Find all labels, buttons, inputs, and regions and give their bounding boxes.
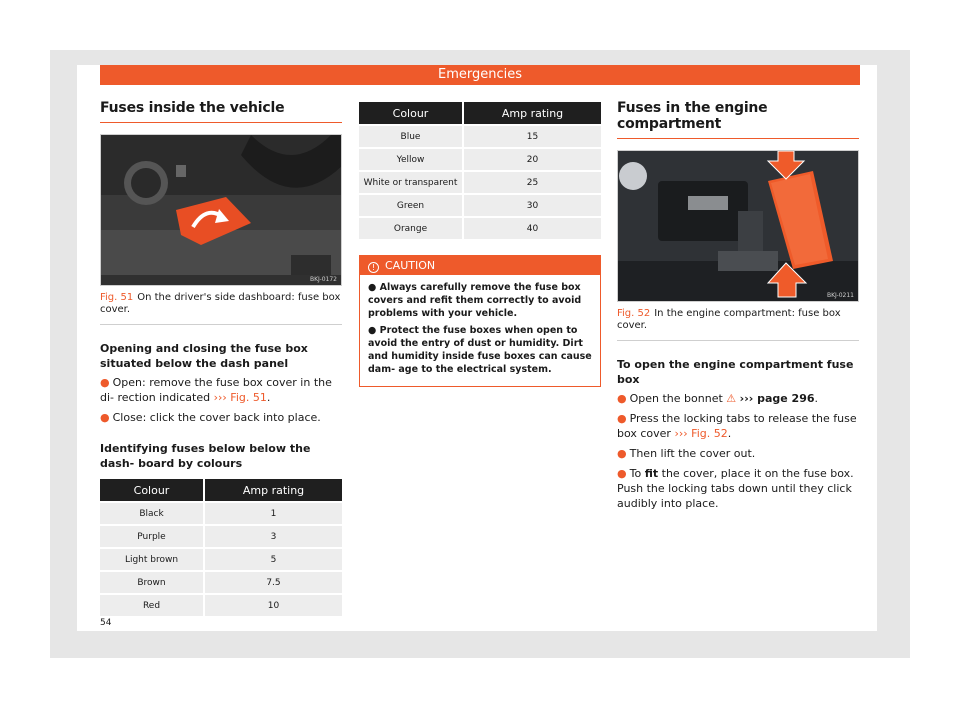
cell-amp: 40: [464, 218, 601, 239]
subheading-open-engine-fusebox: To open the engine compartment fuse box: [617, 358, 854, 386]
cell-amp: 10: [205, 595, 342, 616]
figure-label: Fig. 51: [100, 292, 134, 303]
cell-colour: Orange: [359, 218, 464, 239]
section-title-engine-fuses: Fuses in the engine compartment: [617, 100, 859, 139]
fig-51-link[interactable]: ››› Fig. 51: [213, 391, 267, 404]
column-right: [617, 100, 859, 511]
bullet-text: Press the locking tabs to release the fuse box cover: [617, 412, 857, 440]
bullet-close: [100, 410, 342, 425]
table-row: [100, 595, 342, 616]
section-title-fuses-inside: Fuses inside the vehicle: [100, 100, 342, 123]
subheading-open-close: Opening and closing the fuse box situated below the dash panel: [100, 342, 308, 370]
bullet-dot-icon: ●: [368, 325, 380, 336]
cell-amp: 20: [464, 149, 601, 170]
cell-colour: Light brown: [100, 549, 205, 570]
caution-header: [360, 256, 600, 275]
figure-caption: [100, 292, 342, 325]
bullet-dot-icon: ●: [617, 392, 627, 405]
cell-amp: 1: [205, 503, 342, 524]
cell-colour: Purple: [100, 526, 205, 547]
bullet-dot-icon: ●: [100, 376, 110, 389]
cell-colour: Yellow: [359, 149, 464, 170]
table-row: [100, 549, 342, 570]
cell-amp: 25: [464, 172, 601, 193]
bullet-lift-cover: [617, 446, 859, 461]
subheading-identify-fuses: Identifying fuses below below the dash- board by colours: [100, 442, 311, 470]
fuse-colour-table-1: [100, 477, 342, 618]
caution-title: CAUTION: [385, 259, 436, 272]
chapter-header: Emergencies: [100, 65, 860, 85]
warning-triangle-icon: ⚠: [726, 392, 737, 405]
caution-item: [368, 281, 592, 320]
table-header-amp: Amp rating: [464, 102, 601, 124]
bullet-dot-icon: ●: [617, 467, 627, 480]
column-middle: [359, 100, 601, 387]
table-row: [359, 195, 601, 216]
table-row: [359, 172, 601, 193]
photo-code: BKJ-0211: [826, 292, 854, 299]
cell-colour: Red: [100, 595, 205, 616]
photo-code: BKJ-0172: [309, 276, 337, 283]
cell-amp: 7.5: [205, 572, 342, 593]
table-row: [100, 526, 342, 547]
figure-caption: [617, 308, 859, 341]
bullet-press-tabs: [617, 411, 859, 441]
dashboard-fuse-cover-photo: [100, 134, 342, 286]
punctuation: .: [727, 427, 732, 440]
bullet-text: Open the bonnet: [629, 392, 723, 405]
bullet-open: [100, 375, 342, 405]
table-header-amp: Amp rating: [205, 479, 342, 501]
bullet-text: the cover, place it on the fuse box.: [661, 467, 854, 480]
table-row: [100, 503, 342, 524]
caution-text: Always carefully remove the fuse box covers and refit them correctly to avoid problems with your vehicle.: [368, 282, 582, 319]
bullet-text: To: [629, 467, 642, 480]
dashboard-illustration: [101, 135, 342, 286]
table-row: [100, 572, 342, 593]
figure-label: Fig. 52: [617, 308, 651, 319]
cell-colour: White or transparent: [359, 172, 464, 193]
cell-colour: Brown: [100, 572, 205, 593]
cell-colour: Green: [359, 195, 464, 216]
bullet-dot-icon: ●: [617, 412, 627, 425]
bullet-open-bonnet: [617, 391, 859, 406]
caution-body: [360, 275, 600, 386]
bullet-fit-cover: [617, 466, 859, 481]
table-row: [359, 149, 601, 170]
bullet-text: Open: remove the fuse box cover in the di- rection indicated: [100, 376, 332, 404]
page-number: 54: [100, 618, 112, 628]
punctuation: .: [266, 391, 271, 404]
cell-amp: 30: [464, 195, 601, 216]
bullet-text: Then lift the cover out.: [629, 447, 756, 460]
bold-word: fit: [644, 467, 659, 480]
bullet-text: Close: click the cover back into place.: [112, 411, 321, 424]
caution-box: [359, 255, 601, 387]
fuse-colour-table-2: [359, 100, 601, 241]
table-row: [359, 126, 601, 147]
cell-colour: Blue: [359, 126, 464, 147]
bullet-dot-icon: ●: [617, 447, 627, 460]
cell-amp: 5: [205, 549, 342, 570]
punctuation: .: [814, 392, 819, 405]
fit-cover-paragraph: Push the locking tabs down until they click audibly into place.: [617, 482, 852, 510]
table-header-colour: Colour: [359, 102, 464, 124]
column-left: [100, 100, 342, 618]
table-header-colour: Colour: [100, 479, 205, 501]
cell-colour: Black: [100, 503, 205, 524]
figure-caption-text: In the engine compartment: fuse box cover.: [617, 308, 841, 331]
engine-illustration: [618, 151, 859, 302]
table-row: [359, 218, 601, 239]
fig-52-link[interactable]: ››› Fig. 52: [674, 427, 728, 440]
figure-caption-text: On the driver's side dashboard: fuse box cover.: [100, 292, 341, 315]
bullet-dot-icon: ●: [100, 411, 110, 424]
page-296-link[interactable]: ››› page 296: [739, 392, 815, 405]
cell-amp: 15: [464, 126, 601, 147]
warning-circle-icon: !: [368, 262, 379, 273]
caution-text: Protect the fuse boxes when open to avoid the entry of dust or humidity. Dirt and humidity inside fuse boxes can cause dam- age to the electrical system.: [368, 325, 592, 375]
caution-item: [368, 324, 592, 376]
cell-amp: 3: [205, 526, 342, 547]
engine-fuse-cover-photo: [617, 150, 859, 302]
bullet-dot-icon: ●: [368, 282, 380, 293]
